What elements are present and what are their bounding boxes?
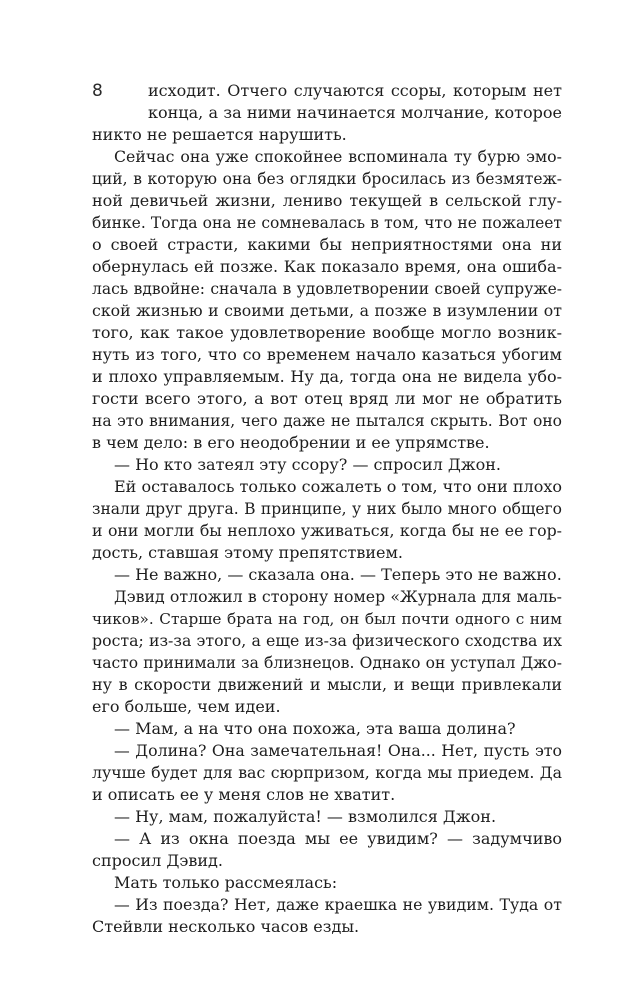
- text-line: Стейвли несколько часов езды.: [92, 917, 360, 936]
- text-line: Ей оставалось только сожалеть о том, что они плохо: [114, 477, 562, 496]
- text-line: того, как такое удовлетворение вообще могло возник-: [92, 323, 562, 342]
- text-line: Мать только рассмеялась:: [114, 873, 338, 892]
- text-line: — Долина? Она замечательная! Она... Нет, пусть это: [114, 741, 562, 760]
- text-line: и описать ее у меня слов не хватит.: [92, 785, 396, 804]
- text-line: — Не важно, — сказала она. — Теперь это не важно.: [114, 565, 562, 584]
- text-line: никто не решается нарушить.: [92, 125, 347, 144]
- text-line: роста; из-за этого, а еще из-за физического сходства их: [92, 631, 562, 650]
- text-line: обернулась ей позже. Как показало время, она ошиба-: [92, 257, 562, 276]
- text-line: ской жизнью и своими детьми, а позже в изумлении от: [92, 301, 562, 320]
- text-line: — Из поезда? Нет, даже краешка не увидим. Туда от: [114, 895, 562, 914]
- text-line: и плохо управляемым. Ну да, тогда она не видела убо-: [92, 367, 562, 386]
- text-line: лась вдвойне: сначала в удовлетворении своей супруже-: [92, 280, 562, 298]
- text-line: чиков». Старше брата на год, он был почти одного с ним: [92, 610, 562, 628]
- text-line: бинке. Тогда она не сомневалась в том, что не пожалеет: [92, 214, 562, 232]
- text-line: ций, в которую она без оглядки бросилась из безмятеж-: [92, 170, 562, 188]
- text-line: его больше, чем идеи.: [92, 697, 281, 716]
- text-line: Сейчас она уже спокойнее вспоминала ту бурю эмо-: [114, 147, 562, 166]
- text-line: — Но кто затеял эту ссору? — спросил Джон.: [114, 455, 502, 474]
- text-line: — А из окна поезда мы ее увидим? — задумчиво: [114, 829, 562, 848]
- text-line: исходит. Отчего случаются ссоры, которым нет: [148, 81, 562, 100]
- text-line: ной девичьей жизни, лениво текущей в сельской глу-: [92, 191, 562, 210]
- text-line: Дэвид отложил в сторону номер «Журнала для маль-: [114, 587, 562, 606]
- text-line: конца, а за ними начинается молчание, которое: [148, 103, 562, 122]
- text-line: спросил Дэвид.: [92, 851, 223, 870]
- body-text: [92, 80, 562, 938]
- text-line: на это внимания, чего даже не пытался скрыть. Вот оно: [92, 412, 562, 430]
- text-line: и они могли бы неплохо уживаться, когда бы не ее гор-: [92, 521, 562, 540]
- text-line: часто принимали за близнецов. Однако он уступал Джо-: [92, 654, 562, 672]
- text-line: знали друг друга. В принципе, у них было много общего: [92, 500, 562, 518]
- text-line: ну в скорости движений и мысли, и вещи привлекали: [92, 675, 562, 694]
- text-line: гости всего этого, а вот отец вряд ли мог не обратить: [92, 389, 562, 408]
- text-line: лучше будет для вас сюрпризом, когда мы приедем. Да: [92, 763, 562, 782]
- text-line: — Ну, мам, пожалуйста! — взмолился Джон.: [114, 807, 497, 826]
- page-number: 8: [92, 81, 103, 101]
- text-line: — Мам, а на что она похожа, эта ваша долина?: [114, 719, 516, 738]
- text-line: нуть из того, что со временем начало казаться убогим: [92, 345, 562, 364]
- text-line: в чем дело: в его неодобрении и ее упрямстве.: [92, 433, 490, 452]
- text-line: дость, ставшая этому препятствием.: [92, 543, 403, 562]
- text-line: о своей страсти, какими бы неприятностями она ни: [92, 235, 562, 254]
